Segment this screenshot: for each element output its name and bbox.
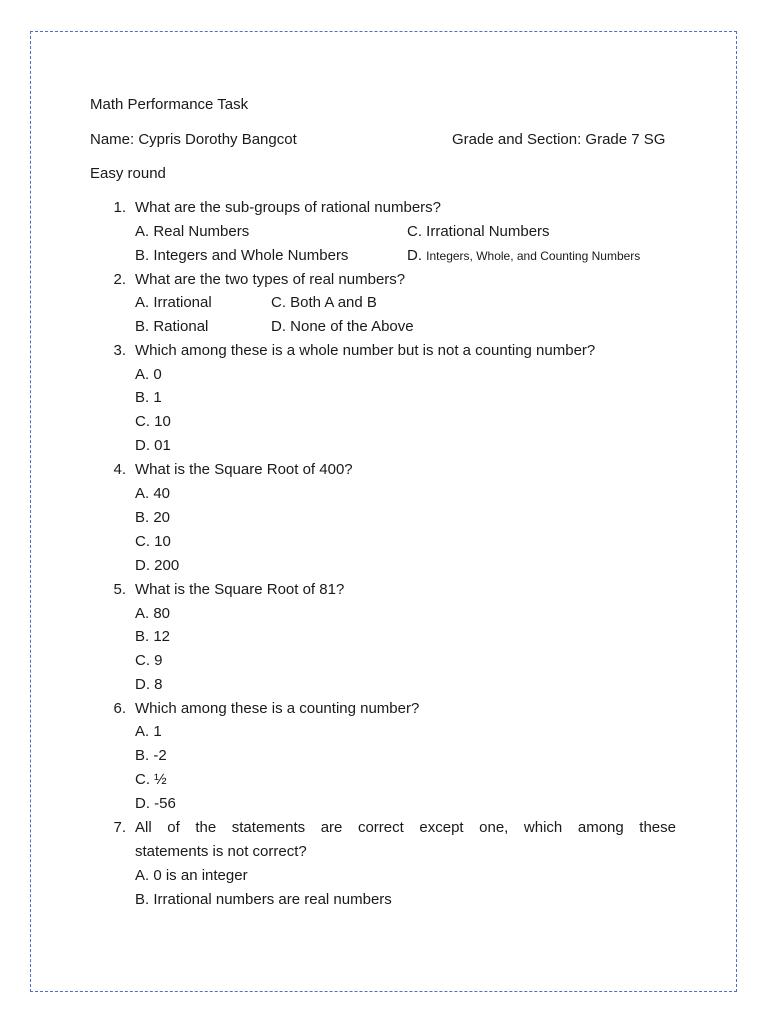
- choice-c: C. ½: [135, 771, 167, 788]
- round-label: Easy round: [90, 165, 166, 182]
- choice-a: A. 0: [135, 366, 162, 383]
- question-text: What is the Square Root of 81?: [135, 581, 345, 598]
- choice-a: A. 0 is an integer: [135, 867, 248, 884]
- question-number: 7.: [113, 819, 126, 836]
- choice-a: A. Irrational: [135, 294, 212, 311]
- choice-d: D. 8: [135, 676, 163, 693]
- question-text: What are the sub-groups of rational numbers?: [135, 199, 441, 216]
- grade-section: Grade and Section: Grade 7 SG: [452, 131, 666, 148]
- choice-b: B. 1: [135, 389, 162, 406]
- choice-b: B. Rational: [135, 318, 209, 335]
- choice-b: B. -2: [135, 747, 167, 764]
- choice-a: A. 40: [135, 485, 171, 502]
- choice-d: D. -56: [135, 795, 176, 812]
- student-name: Name: Cypris Dorothy Bangcot: [90, 131, 297, 148]
- choice-a: A. Real Numbers: [135, 223, 250, 240]
- choice-d: D. 200: [135, 557, 180, 574]
- choice-a: A. 80: [135, 605, 171, 622]
- question-number: 1.: [113, 199, 126, 216]
- choice-c: C. Both A and B: [271, 294, 377, 311]
- question-text: What are the two types of real numbers?: [135, 271, 406, 288]
- choice-d-letter: D.: [407, 247, 422, 264]
- question-text: What is the Square Root of 400?: [135, 461, 353, 478]
- choice-b: B. 20: [135, 509, 171, 526]
- question-number: 2.: [113, 271, 126, 288]
- question-text-line-2: statements is not correct?: [135, 843, 307, 860]
- question-text-line-1: All of the statements are correct except one, which among these: [135, 819, 676, 836]
- question-text: Which among these is a whole number but is not a counting number?: [135, 342, 596, 359]
- choice-d: [407, 246, 640, 266]
- choice-d: D. None of the Above: [271, 318, 414, 335]
- choice-b: B. Irrational numbers are real numbers: [135, 891, 392, 908]
- question-number: 3.: [113, 342, 126, 359]
- choice-c: C. 10: [135, 413, 171, 430]
- question-text: Which among these is a counting number?: [135, 700, 420, 717]
- question-number: 4.: [113, 461, 126, 478]
- choice-d-text: Integers, Whole, and Counting Numbers: [426, 249, 641, 263]
- choice-d: D. 01: [135, 437, 171, 454]
- choice-b: B. 12: [135, 628, 171, 645]
- choice-b: B. Integers and Whole Numbers: [135, 247, 349, 264]
- choice-a: A. 1: [135, 723, 162, 740]
- document-title: Math Performance Task: [90, 96, 249, 113]
- choice-c: C. 10: [135, 533, 171, 550]
- question-number: 5.: [113, 581, 126, 598]
- question-number: 6.: [113, 700, 126, 717]
- choice-c: C. Irrational Numbers: [407, 223, 550, 240]
- choice-c: C. 9: [135, 652, 163, 669]
